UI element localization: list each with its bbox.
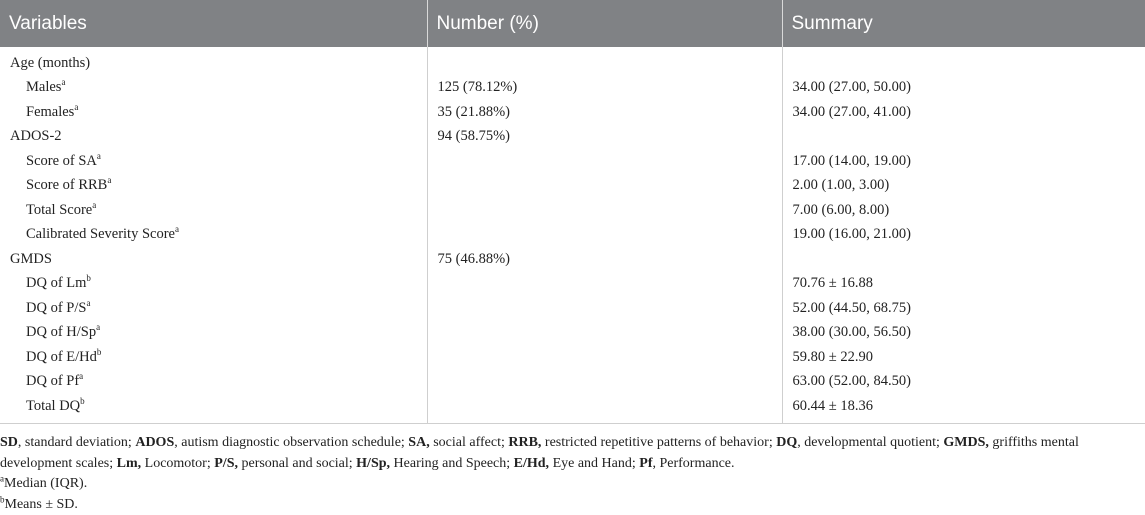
number-cell: 35 (21.88%) [427,100,782,125]
abbreviation-definition: Eye and Hand; [549,456,639,471]
variable-label: DQ of Pf [26,373,79,389]
variable-cell [0,76,427,101]
table-row [0,125,1145,150]
abbreviation-definition: griffiths mental development scales; [0,435,1079,471]
table-row [0,345,1145,370]
abbreviation-term: DQ [776,435,797,450]
header-variables: Variables [0,0,427,47]
footnote-text: Means ± SD. [5,497,78,512]
number-cell [427,47,782,76]
abbreviation-term: E/Hd, [514,456,549,471]
abbreviation-definition: , Performance. [652,456,734,471]
footnote-marker: b [80,396,85,406]
summary-cell: 17.00 (14.00, 19.00) [782,149,1145,174]
abbreviation-term: Lm, [117,456,142,471]
number-cell [427,345,782,370]
number-cell [427,321,782,346]
variable-cell [0,370,427,395]
footnote-marker: a [96,322,100,332]
summary-cell [782,125,1145,150]
summary-cell: 7.00 (6.00, 8.00) [782,198,1145,223]
variable-label: DQ of Lm [26,275,86,291]
number-cell [427,394,782,423]
variable-cell [0,394,427,423]
variable-label: DQ of H/Sp [26,324,96,340]
table-row [0,247,1145,272]
abbreviation-term: GMDS, [943,435,989,450]
variable-cell [0,149,427,174]
abbreviation-definition: social affect; [430,435,509,450]
table-row [0,223,1145,248]
variable-cell [0,174,427,199]
abbreviation-note [0,433,1140,474]
number-cell [427,198,782,223]
table-notes [0,433,1140,515]
abbreviation-term: P/S, [214,456,238,471]
variable-cell [0,47,427,76]
table-row [0,198,1145,223]
table-header [0,0,1145,47]
table-row [0,47,1145,76]
footnote-mark: a [0,473,4,483]
abbreviation-term: H/Sp, [356,456,390,471]
number-cell: 125 (78.12%) [427,76,782,101]
table-row [0,149,1145,174]
summary-cell: 2.00 (1.00, 3.00) [782,174,1145,199]
variable-label: DQ of P/S [26,300,86,316]
table-row [0,76,1145,101]
number-cell [427,174,782,199]
footnote-mark: b [0,494,5,504]
variable-label: Males [26,79,61,95]
variable-cell [0,296,427,321]
table-row [0,370,1145,395]
header-number: Number (%) [427,0,782,47]
number-cell [427,223,782,248]
table-row [0,321,1145,346]
abbreviation-term: SA, [408,435,429,450]
number-cell [427,370,782,395]
summary-cell [782,47,1145,76]
variable-cell [0,272,427,297]
footnote-marker: a [107,175,111,185]
variable-cell [0,247,427,272]
abbreviation-definition: , developmental quotient; [797,435,943,450]
variable-label: Score of RRB [26,177,107,193]
footnote-marker: a [92,200,96,210]
table-row [0,296,1145,321]
footnote-marker: a [79,371,83,381]
number-cell [427,149,782,174]
table-row [0,174,1145,199]
summary-cell: 52.00 (44.50, 68.75) [782,296,1145,321]
table-row [0,272,1145,297]
variable-label: Females [26,104,74,120]
abbreviation-definition: , autism diagnostic observation schedule; [174,435,408,450]
variable-cell [0,100,427,125]
number-cell: 94 (58.75%) [427,125,782,150]
variable-label: Age (months) [10,55,90,71]
variable-label: Total Score [26,202,92,218]
variable-cell [0,321,427,346]
footnote-marker: a [74,102,78,112]
footnote-text: Median (IQR). [4,476,87,491]
summary-cell [782,247,1145,272]
abbreviation-term: SD [0,435,18,450]
number-cell [427,272,782,297]
abbreviation-term: Pf [639,456,652,471]
summary-cell: 70.76 ± 16.88 [782,272,1145,297]
footnote-marker: b [86,273,91,283]
number-cell: 75 (46.88%) [427,247,782,272]
abbreviation-term: ADOS [135,435,174,450]
variable-cell [0,125,427,150]
variable-label: ADOS-2 [10,128,62,144]
variable-label: GMDS [10,251,52,267]
footnote-marker: a [97,151,101,161]
variable-cell [0,223,427,248]
variable-label: DQ of E/Hd [26,349,97,365]
variable-label: Calibrated Severity Score [26,226,175,242]
summary-cell: 34.00 (27.00, 50.00) [782,76,1145,101]
summary-cell: 34.00 (27.00, 41.00) [782,100,1145,125]
abbreviation-term: RRB, [508,435,541,450]
variable-label: Total DQ [26,398,80,414]
number-cell [427,296,782,321]
abbreviation-definition: Locomotor; [141,456,214,471]
variable-label: Score of SA [26,153,97,169]
table-body [0,47,1145,423]
footnote-marker: a [86,298,90,308]
table-row [0,100,1145,125]
footnote-marker: b [97,347,102,357]
footnote-marker: a [175,224,179,234]
summary-cell: 63.00 (52.00, 84.50) [782,370,1145,395]
header-row [0,0,1145,47]
summary-cell: 60.44 ± 18.36 [782,394,1145,423]
abbreviation-definition: Hearing and Speech; [390,456,514,471]
footnote-b [0,495,1140,515]
summary-cell: 59.80 ± 22.90 [782,345,1145,370]
footnote-a [0,474,1140,495]
summary-cell: 38.00 (30.00, 56.50) [782,321,1145,346]
variable-cell [0,198,427,223]
header-summary: Summary [782,0,1145,47]
abbreviation-definition: personal and social; [238,456,356,471]
abbreviation-definition: , standard deviation; [18,435,135,450]
abbreviation-definition: restricted repetitive patterns of behavior; [541,435,776,450]
variable-cell [0,345,427,370]
summary-cell: 19.00 (16.00, 21.00) [782,223,1145,248]
table-row [0,394,1145,423]
footnote-marker: a [61,77,65,87]
